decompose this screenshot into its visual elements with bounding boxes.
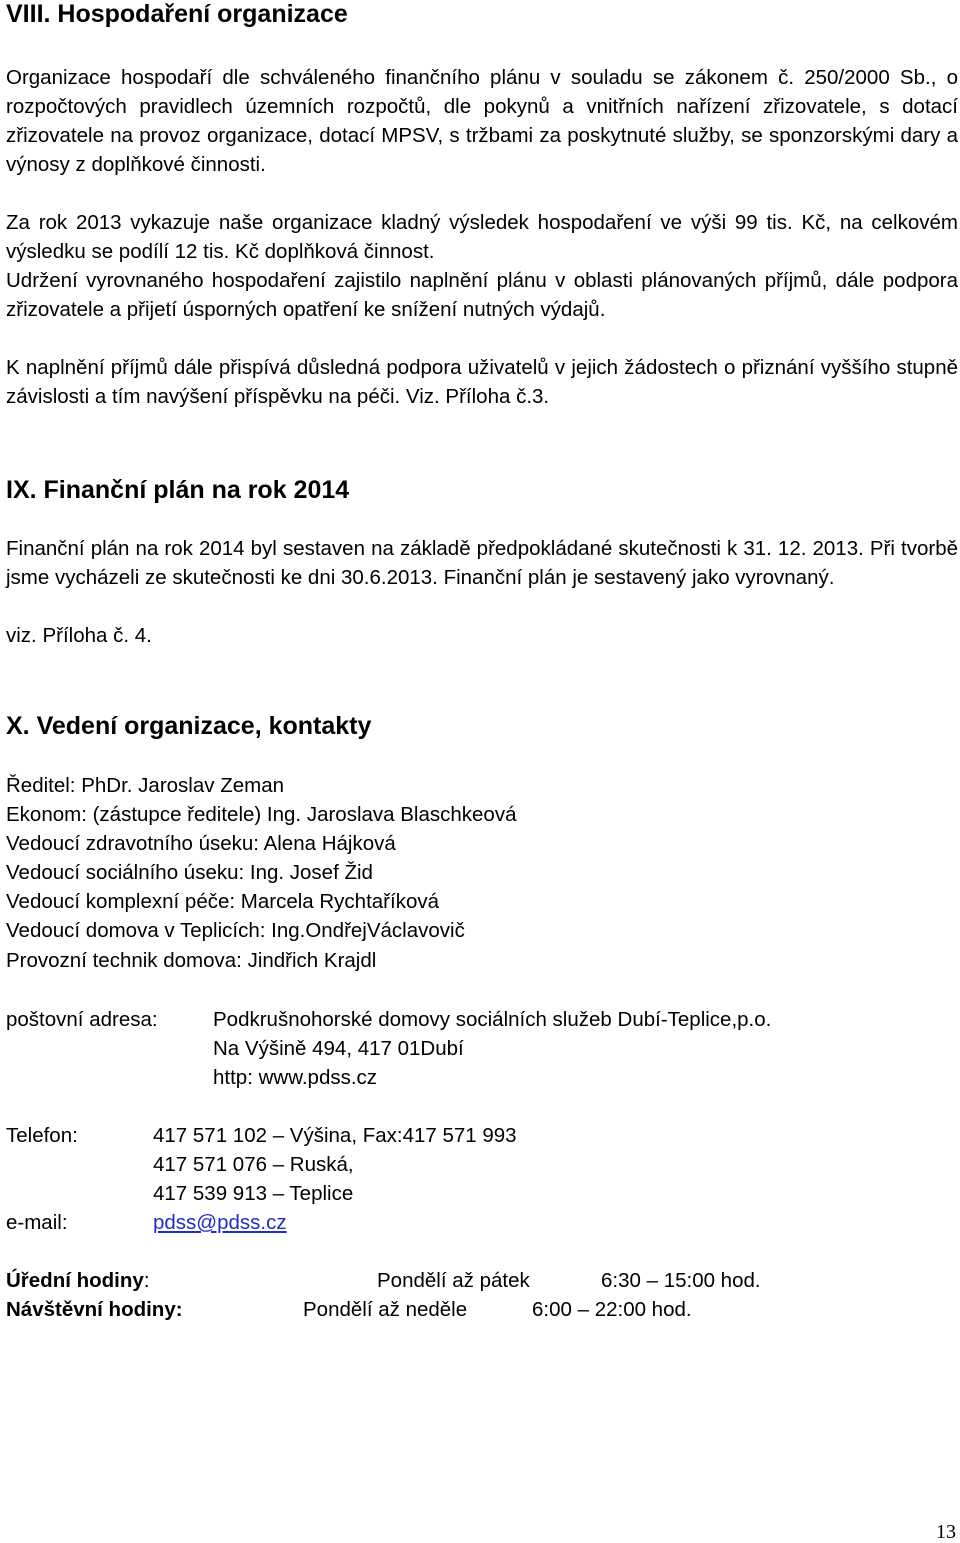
paragraph-balanced-management: Udržení vyrovnaného hospodaření zajistilo naplnění plánu v oblasti plánovaných příjmů, dále podpora zřizovatele a přijetí úsporných opatření ke snížení nutných výdajů. bbox=[6, 269, 958, 321]
office-hours-label-text: Úřední hodiny bbox=[6, 1269, 144, 1292]
phone-label: Telefon: bbox=[6, 1124, 78, 1147]
office-hours-days: Pondělí až pátek bbox=[377, 1269, 530, 1292]
postal-address-line: Na Výšině 494, 417 01Dubí bbox=[213, 1037, 464, 1060]
paragraph-income-support: K naplnění příjmů dále přispívá důsledná podpora uživatelů v jejich žádostech o přiznání vyššího stupně závislosti a tím navýšení příspěvku na péči. Viz. Příloha č.3. bbox=[6, 356, 958, 408]
postal-address-web: http: www.pdss.cz bbox=[213, 1066, 378, 1089]
page-number: 13 bbox=[936, 1521, 956, 1543]
office-hours-colon: : bbox=[143, 1269, 150, 1292]
office-hours-label bbox=[6, 1266, 150, 1295]
email-link[interactable]: pdss@pdss.cz bbox=[153, 1211, 287, 1234]
staff-line: Ředitel: PhDr. Jaroslav Zeman bbox=[6, 774, 285, 797]
paragraph-financing: Organizace hospodaří dle schváleného finančního plánu v souladu se zákonem č. 250/2000 Sb., o rozpočtových pravidlech územních rozpočtů, dle pokynů a vnitřních nařízení zřizovatele, s dotací zřizovatele na provoz organizace, dotací MPSV, s tržbami za poskytnuté služby, se sponzorskými dary a výnosy z doplňkové činnosti. bbox=[6, 66, 958, 176]
postal-address-label: poštovní adresa: bbox=[6, 1008, 158, 1031]
staff-line: Vedoucí sociálního úseku: Ing. Josef Žid bbox=[6, 861, 373, 884]
postal-address-line: Podkrušnohorské domovy sociálních služeb Dubí-Teplice,p.o. bbox=[213, 1008, 772, 1031]
paragraph-financial-plan: Finanční plán na rok 2014 byl sestaven na základě předpokládané skutečnosti k 31. 12. 2013. Při tvorbě jsme vycházeli ze skutečnosti ke dni 30.6.2013. Finanční plán je sestavený jako vyrovnaný. bbox=[6, 537, 958, 589]
staff-line: Vedoucí komplexní péče: Marcela Rychtaříková bbox=[6, 890, 439, 913]
email-label: e-mail: bbox=[6, 1211, 68, 1234]
staff-line: Provozní technik domova: Jindřich Krajdl bbox=[6, 949, 377, 972]
staff-line: Ekonom: (zástupce ředitele) Ing. Jaroslava Blaschkeová bbox=[6, 803, 517, 826]
section-heading-8: VIII. Hospodaření organizace bbox=[6, 0, 348, 28]
visiting-hours-days: Pondělí až neděle bbox=[303, 1298, 468, 1321]
staff-line: Vedoucí zdravotního úseku: Alena Hájková bbox=[6, 832, 396, 855]
office-hours-time: 6:30 – 15:00 hod. bbox=[601, 1269, 761, 1292]
section-heading-10: X. Vedení organizace, kontakty bbox=[6, 712, 372, 740]
section-heading-9: IX. Finanční plán na rok 2014 bbox=[6, 476, 350, 504]
visiting-hours-time: 6:00 – 22:00 hod. bbox=[532, 1298, 692, 1321]
phone-line: 417 571 102 – Výšina, Fax:417 571 993 bbox=[153, 1124, 517, 1147]
paragraph-result-2013: Za rok 2013 vykazuje naše organizace kladný výsledek hospodaření ve výši 99 tis. Kč, na celkovém výsledku se podílí 12 tis. Kč doplňková činnost. bbox=[6, 211, 958, 263]
phone-line: 417 571 076 – Ruská, bbox=[153, 1153, 354, 1176]
paragraph-attachment-ref: viz. Příloha č. 4. bbox=[6, 624, 152, 647]
phone-line: 417 539 913 – Teplice bbox=[153, 1182, 354, 1205]
staff-line: Vedoucí domova v Teplicích: Ing.OndřejVáclavovič bbox=[6, 919, 465, 942]
visiting-hours-label: Návštěvní hodiny: bbox=[6, 1298, 183, 1321]
